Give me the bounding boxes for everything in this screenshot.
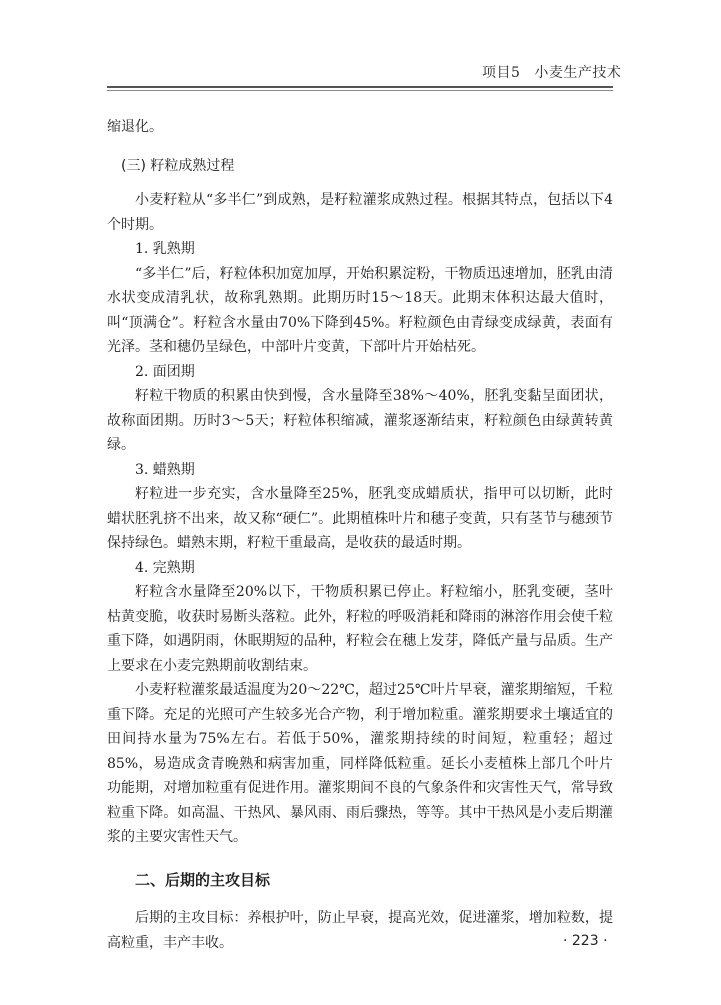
page-number: · 223 · bbox=[563, 933, 608, 949]
header-rule-thin bbox=[107, 90, 613, 91]
subsection-heading: (三) 籽粒成熟过程 bbox=[121, 157, 235, 174]
running-head-title: 小麦生产技术 bbox=[534, 65, 622, 81]
stage4-heading: 4. 完熟期 bbox=[135, 559, 195, 576]
stage1-heading: 1. 乳熟期 bbox=[135, 241, 195, 257]
goals-paragraph: 后期的主攻目标：养根护叶，防止早衰，提高光效，促进灌浆，增加粒数，提高粒重，丰产丰收。 bbox=[107, 910, 613, 951]
header-rule-thick bbox=[107, 86, 613, 88]
grain-fill-paragraph: 小麦籽粒灌浆最适温度为20～22℃，超过25℃叶片早衰，灌浆期缩短，千粒重下降。充足的光照可产生较多光合产物，利于增加粒重。灌浆期要求土壤适宜的田间持水量为75%左右。若低于50%，灌浆期持续的时间短，粒重轻；超过85%，易造成贪青晚熟和病害加重，同样降低粒重。延长小麦植株上部几个叶片功能期，对增加粒重有促进作用。灌浆期间不良的气象条件和灾害性天气，常导致粒重下降。如高温、干热风、暴风雨、雨后骤热，等等。其中干热风是小麦后期灌浆的主要灾害性天气。 bbox=[107, 682, 613, 845]
intro-paragraph: 小麦籽粒从“多半仁”到成熟，是籽粒灌浆成熟过程。根据其特点，包括以下4个时期。 bbox=[107, 192, 613, 233]
stage3-paragraph: 籽粒进一步充实，含水量降至25%，胚乳变成蜡质状，指甲可以切断，此时蜡状胚乳挤不出来，故又称“硬仁”。此期植株叶片和穗子变黄，只有茎节与穗颈节保持绿色。蜡熟末期，籽粒干重最高，是收获的最适时期。 bbox=[107, 486, 613, 551]
running-head-project: 项目5 bbox=[482, 65, 521, 81]
running-head bbox=[482, 62, 621, 82]
section-heading: 二、后期的主攻目标 bbox=[135, 870, 271, 889]
stage4-paragraph: 籽粒含水量降至20%以下，干物质积累已停止。籽粒缩小，胚乳变硬，茎叶枯黄变脆，收获时易断头落粒。此外，籽粒的呼吸消耗和降雨的淋溶作用会使千粒重下降，如遇阴雨，休眠期短的品种，籽粒会在穗上发芽，降低产量与品质。生产上要求在小麦完熟期前收割结束。 bbox=[107, 584, 613, 674]
stage2-paragraph: 籽粒干物质的积累由快到慢，含水量降至38%～40%，胚乳变黏呈面团状，故称面团期。历时3～5天；籽粒体积缩减，灌浆逐渐结束，籽粒颜色由绿黄转黄绿。 bbox=[107, 388, 613, 453]
stage3-heading: 3. 蜡熟期 bbox=[135, 461, 195, 478]
stage1-paragraph: “多半仁”后，籽粒体积加宽加厚，开始积累淀粉，干物质迅速增加，胚乳由清水状变成清乳状，故称乳熟期。此期历时15～18天。此期末体积达最大值时，叫“顶满仓”。籽粒含水量由70%下降到45%。籽粒颜色由青绿变成绿黄，表面有光泽。茎和穗仍呈绿色，中部叶片变黄，下部叶片开始枯死。 bbox=[107, 265, 613, 355]
continued-line: 缩退化。 bbox=[107, 119, 163, 135]
stage2-heading: 2. 面团期 bbox=[135, 363, 195, 380]
page-body bbox=[107, 115, 613, 955]
